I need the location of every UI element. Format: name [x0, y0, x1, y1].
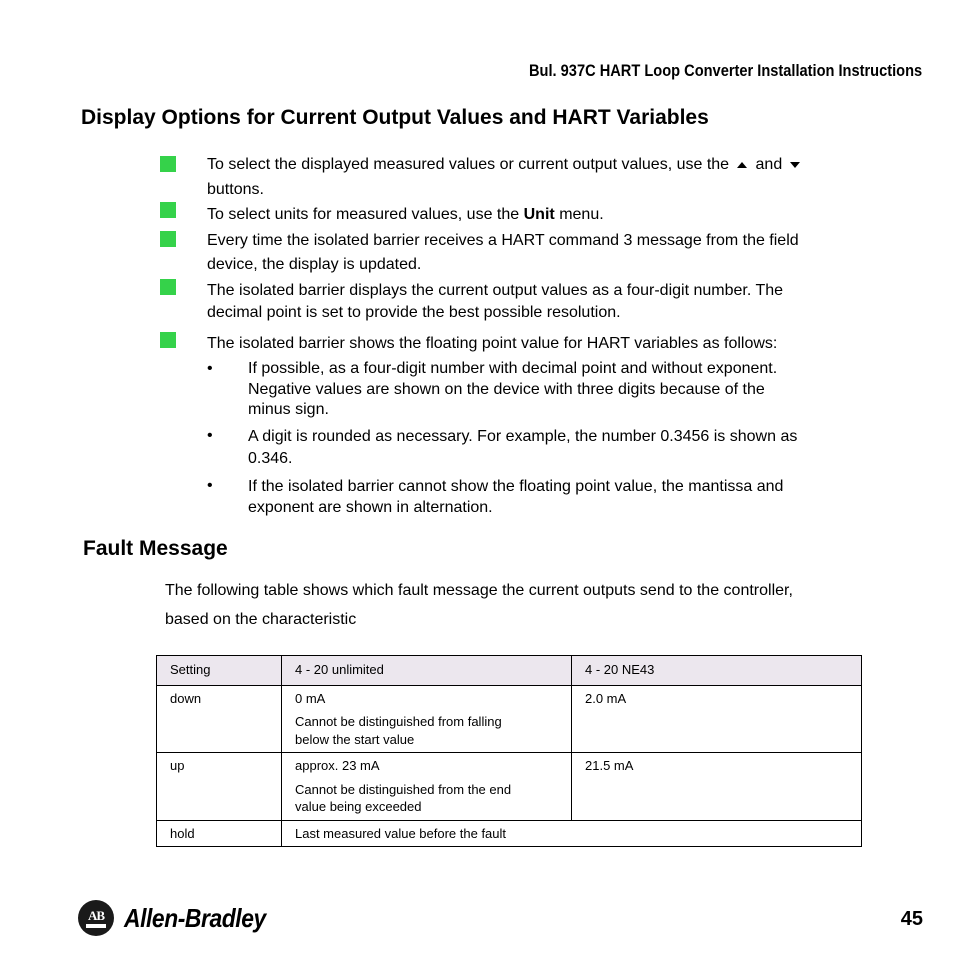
list-item: [207, 280, 783, 323]
brand-name: Allen-Bradley: [124, 902, 266, 933]
cell-value: approx. 23 mA: [295, 758, 380, 774]
cell-note: [295, 781, 559, 816]
bullet-square-icon: [160, 231, 176, 247]
allen-bradley-logo: [78, 900, 285, 936]
running-header: Bul. 937C HART Loop Converter Installation Instructions: [528, 61, 922, 80]
ab-badge-letters: AB: [87, 907, 105, 923]
table-cell-ne43: 2.0 mA: [572, 685, 862, 753]
bullet-square-icon: [160, 332, 176, 348]
sub-list-item-text: 0.346.: [248, 449, 293, 467]
ab-badge-icon: [78, 900, 114, 936]
cell-note-line: below the start value: [295, 731, 415, 747]
ab-badge-bar: [86, 924, 106, 928]
list-item-text: and: [755, 156, 783, 173]
cell-value: 0 mA: [295, 690, 326, 706]
list-item-text: Every time the isolated barrier receives a HART command 3 message from the field: [207, 232, 799, 249]
list-item: [207, 154, 804, 200]
cell-note: [295, 713, 559, 748]
table-header-cell: 4 - 20 unlimited: [282, 656, 572, 686]
cell-note-line: value being exceeded: [295, 799, 422, 815]
bullet-dot: •: [207, 477, 213, 494]
unit-menu-label: Unit: [523, 206, 555, 223]
table-cell-ne43: 21.5 mA: [572, 753, 862, 821]
cell-note-line: Cannot be distinguished from falling: [295, 714, 502, 730]
section-heading-fault-message: Fault Message: [83, 537, 228, 560]
page-number: 45: [900, 908, 923, 930]
table-header-cell: Setting: [157, 656, 282, 686]
table-row: [157, 820, 862, 847]
table-cell-setting: hold: [157, 820, 282, 847]
table-cell-unlimited: [282, 753, 572, 821]
table-cell-setting: up: [157, 753, 282, 821]
list-item-text: To select units for measured values, use the: [207, 206, 520, 223]
table-header-cell: 4 - 20 NE43: [572, 656, 862, 686]
sub-list-item-text: A digit is rounded as necessary. For example, the number 0.3456 is shown as: [248, 428, 798, 445]
arrow-down-icon: [790, 162, 800, 168]
list-item: [207, 230, 799, 275]
list-item-text: The isolated barrier displays the current output values as a four-digit number. The: [207, 282, 784, 299]
bullet-square-icon: [160, 202, 176, 218]
list-item-text: menu.: [559, 206, 604, 223]
paragraph-text: The following table shows which fault message the current outputs send to the controller,: [165, 582, 793, 599]
list-item-text: buttons.: [207, 180, 264, 198]
list-item-text: device, the display is updated.: [207, 255, 422, 273]
list-item-text: To select the displayed measured values or current output values, use the: [207, 156, 730, 173]
table-cell-setting: down: [157, 685, 282, 753]
sub-list-item-text: If possible, as a four-digit number with decimal point and without exponent.: [248, 360, 778, 377]
sub-list-item: [248, 476, 783, 518]
paragraph-text: based on the characteristic: [165, 611, 357, 628]
sub-list-item-text: exponent are shown in alternation.: [248, 499, 493, 516]
arrow-up-icon: [737, 162, 747, 168]
bullet-dot: •: [207, 427, 213, 444]
table-cell-merged: Last measured value before the fault: [282, 820, 862, 847]
section-heading-display-options: Display Options for Current Output Values and HART Variables: [81, 106, 709, 129]
cell-note-line: Cannot be distinguished from the end: [295, 781, 512, 797]
bullet-square-icon: [160, 279, 176, 295]
bullet-square-icon: [160, 156, 176, 172]
list-item-text: The isolated barrier shows the floating point value for HART variables as follows:: [207, 335, 778, 352]
sub-list-item-text: Negative values are shown on the device with three digits because of the: [248, 380, 765, 398]
sub-list-item: [248, 359, 777, 421]
table-cell-unlimited: [282, 685, 572, 753]
sub-list-item: [248, 426, 797, 469]
table-row: [157, 753, 862, 821]
sub-list-item-text: minus sign.: [248, 401, 329, 418]
list-item: [207, 204, 604, 226]
table-header-row: [157, 656, 862, 686]
fault-message-table: [156, 655, 862, 847]
list-item-text: decimal point is set to provide the best possible resolution.: [207, 303, 621, 321]
bullet-dot: •: [207, 360, 213, 377]
sub-list-item-text: If the isolated barrier cannot show the floating point value, the mantissa and: [248, 478, 784, 495]
table-row: [157, 685, 862, 753]
